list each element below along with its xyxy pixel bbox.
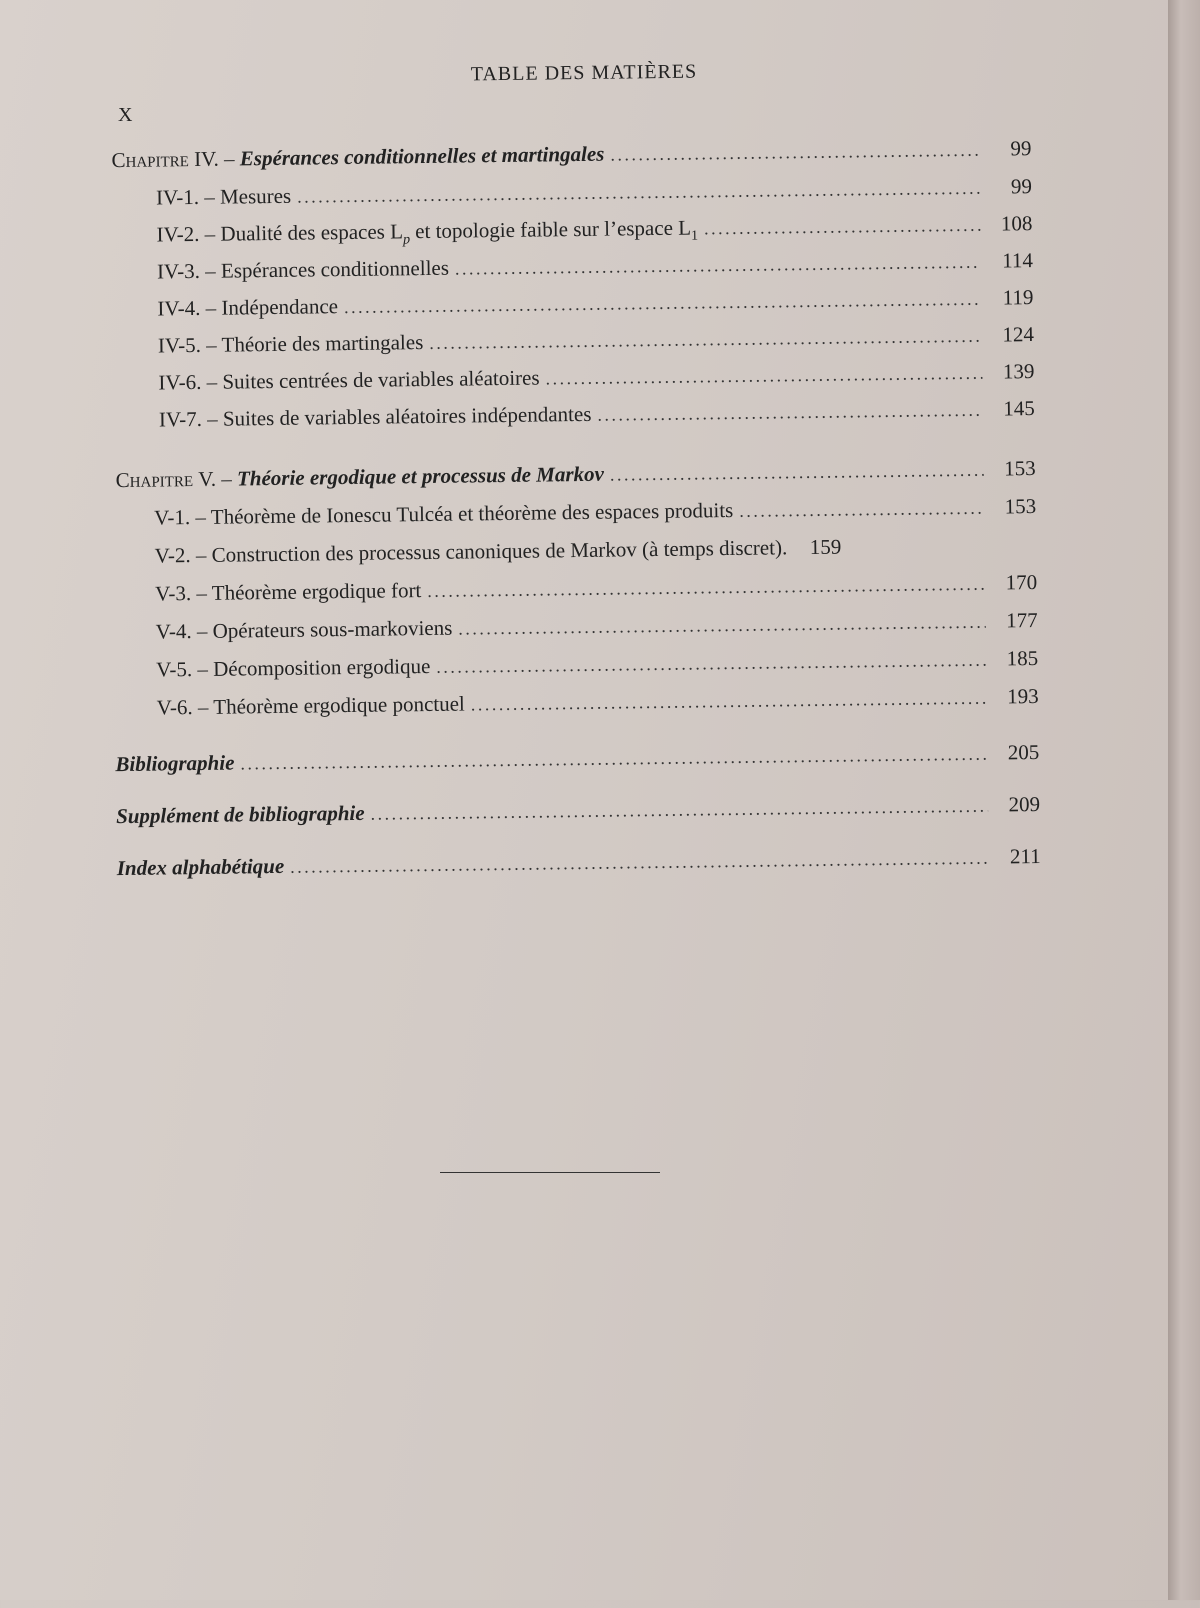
page-ref: 170 bbox=[991, 570, 1037, 596]
section-number: IV-3. bbox=[157, 259, 200, 284]
toc-entry-section[interactable] bbox=[156, 608, 1038, 650]
section-heading bbox=[156, 616, 453, 645]
page-ref: 145 bbox=[989, 396, 1035, 422]
dot-leader bbox=[610, 457, 984, 487]
section-heading bbox=[157, 692, 465, 721]
section-heading bbox=[156, 654, 430, 683]
section-number: V-6. bbox=[157, 695, 193, 719]
chapter-dash: – bbox=[224, 146, 235, 170]
dot-leader bbox=[297, 175, 980, 209]
section-dash: – bbox=[207, 407, 218, 431]
section-number: V-1. bbox=[154, 505, 190, 529]
page-ref: 177 bbox=[991, 608, 1037, 634]
section-title: Théorie des martingales bbox=[221, 330, 423, 357]
dot-leader bbox=[545, 360, 982, 391]
page-ref: 153 bbox=[990, 494, 1036, 520]
chapter-label: Chapitre bbox=[111, 147, 189, 172]
back-matter-title: Bibliographie bbox=[115, 751, 234, 778]
toc-entry-section[interactable] bbox=[156, 174, 1032, 215]
section-heading bbox=[156, 215, 698, 251]
page-ref: 114 bbox=[987, 248, 1033, 274]
section-dash: – bbox=[206, 333, 217, 357]
page-ref: 99 bbox=[985, 136, 1031, 162]
section-number: IV-4. bbox=[157, 296, 200, 321]
section-dash: – bbox=[195, 505, 206, 529]
dot-leader bbox=[344, 286, 982, 319]
toc-entry-section[interactable] bbox=[154, 494, 1036, 536]
section-number: V-3. bbox=[155, 581, 191, 605]
page-ref: 99 bbox=[986, 174, 1032, 200]
section-title: Opérateurs sous-markoviens bbox=[213, 616, 453, 643]
page-ref: 119 bbox=[987, 285, 1033, 311]
section-number: V-2. bbox=[155, 543, 191, 567]
dot-leader bbox=[290, 845, 989, 879]
dot-leader bbox=[610, 137, 979, 167]
toc-entry-index[interactable] bbox=[117, 844, 1041, 886]
section-heading bbox=[155, 578, 421, 606]
page-ref: 185 bbox=[992, 646, 1038, 672]
section-heading bbox=[158, 366, 539, 396]
section-number: IV-2. bbox=[156, 222, 199, 247]
running-title: TABLE DES MATIÈRES bbox=[0, 55, 1168, 92]
dot-leader bbox=[436, 647, 986, 679]
section-number: IV-7. bbox=[159, 407, 202, 432]
toc-entry-section[interactable] bbox=[157, 285, 1033, 326]
toc-entry-bibliographie[interactable] bbox=[115, 740, 1039, 782]
section-title: Espérances conditionnelles bbox=[221, 256, 449, 283]
section-number: IV-6. bbox=[158, 370, 201, 395]
toc-entry-section[interactable] bbox=[158, 359, 1034, 400]
section-number: V-5. bbox=[156, 657, 192, 681]
section-dash: – bbox=[205, 259, 216, 283]
back-matter-title: Index alphabétique bbox=[117, 854, 285, 881]
dot-leader bbox=[597, 397, 983, 427]
toc-entry-section[interactable] bbox=[157, 684, 1039, 726]
section-title: Théorème ergodique fort bbox=[212, 578, 422, 605]
dot-leader bbox=[471, 685, 987, 717]
section-heading bbox=[159, 402, 592, 433]
section-dash: – bbox=[204, 185, 215, 209]
dot-leader bbox=[370, 793, 988, 826]
section-title: Théorème de Ionescu Tulcéa et théorème des espaces produits bbox=[211, 498, 734, 529]
section-title: Décomposition ergodique bbox=[213, 654, 430, 681]
page-ref: 153 bbox=[989, 456, 1035, 482]
section-number: IV-5. bbox=[158, 333, 201, 358]
section-dash: – bbox=[205, 222, 216, 246]
toc-entry-section[interactable] bbox=[158, 322, 1034, 363]
section-dash: – bbox=[197, 619, 208, 643]
section-title: Construction des processus canoniques de Markov (à temps discret). bbox=[212, 535, 788, 567]
section-dash: – bbox=[206, 296, 217, 320]
dot-leader bbox=[739, 495, 984, 523]
dot-leader bbox=[429, 323, 982, 355]
section-title: Dualité des espaces L bbox=[220, 219, 403, 245]
subscript-1: 1 bbox=[691, 229, 698, 244]
page-ref: 124 bbox=[988, 322, 1034, 348]
chapter-label: Chapitre bbox=[116, 467, 194, 492]
toc-entry-section[interactable] bbox=[156, 211, 1032, 252]
subscript-p: p bbox=[403, 232, 410, 247]
toc-entry-chapter-iv[interactable] bbox=[111, 136, 1031, 178]
section-title: Indépendance bbox=[221, 294, 338, 320]
dot-leader bbox=[458, 609, 986, 641]
page-number: X bbox=[118, 104, 132, 127]
page-ref: 209 bbox=[994, 792, 1040, 818]
chapter-number: IV. bbox=[194, 147, 219, 171]
toc-entry-supplement-bibliographie[interactable] bbox=[116, 792, 1040, 834]
section-heading bbox=[155, 535, 788, 568]
section-dash: – bbox=[196, 581, 207, 605]
section-number: IV-1. bbox=[156, 185, 199, 210]
chapter-dash: – bbox=[221, 467, 232, 491]
section-title: Suites de variables aléatoires indépendantes bbox=[223, 402, 592, 431]
section-heading bbox=[157, 256, 449, 285]
dot-leader bbox=[704, 212, 981, 241]
page-ref: 193 bbox=[992, 684, 1038, 710]
page-ref: 159 bbox=[795, 535, 841, 561]
toc-entry-section[interactable] bbox=[157, 248, 1033, 289]
section-title: Mesures bbox=[220, 184, 291, 209]
section-dash: – bbox=[198, 695, 209, 719]
chapter-heading bbox=[111, 142, 604, 173]
dot-leader bbox=[455, 249, 981, 281]
chapter-number: V. bbox=[198, 467, 216, 491]
section-number: V-4. bbox=[156, 619, 192, 643]
section-heading bbox=[158, 330, 424, 358]
section-heading bbox=[157, 294, 338, 321]
toc-entry-section[interactable] bbox=[159, 396, 1035, 437]
section-dash: – bbox=[197, 657, 208, 681]
chapter-title: Espérances conditionnelles et martingales bbox=[240, 142, 605, 171]
section-title-continued: et topologie faible sur l’espace L bbox=[410, 216, 691, 244]
page-ref: 139 bbox=[988, 359, 1034, 385]
chapter-title: Théorie ergodique et processus de Markov bbox=[237, 462, 604, 491]
toc-entry-section[interactable] bbox=[155, 532, 1037, 574]
page-ref: 211 bbox=[995, 844, 1041, 870]
end-rule bbox=[440, 1172, 660, 1173]
section-title: Théorème ergodique ponctuel bbox=[213, 692, 465, 719]
dot-leader bbox=[427, 571, 985, 603]
dot-leader bbox=[240, 741, 987, 776]
toc-entry-chapter-v[interactable] bbox=[116, 456, 1036, 498]
toc-entry-section[interactable] bbox=[155, 570, 1037, 612]
toc-entry-section[interactable] bbox=[156, 646, 1038, 688]
section-dash: – bbox=[206, 370, 217, 394]
chapter-heading bbox=[116, 462, 604, 493]
back-matter-title: Supplément de bibliographie bbox=[116, 801, 365, 829]
page-ref: 205 bbox=[993, 740, 1039, 766]
section-heading bbox=[156, 184, 291, 211]
page-ref: 108 bbox=[986, 211, 1032, 237]
section-title: Suites centrées de variables aléatoires bbox=[222, 366, 539, 394]
section-dash: – bbox=[196, 543, 207, 567]
section-heading bbox=[154, 498, 733, 531]
